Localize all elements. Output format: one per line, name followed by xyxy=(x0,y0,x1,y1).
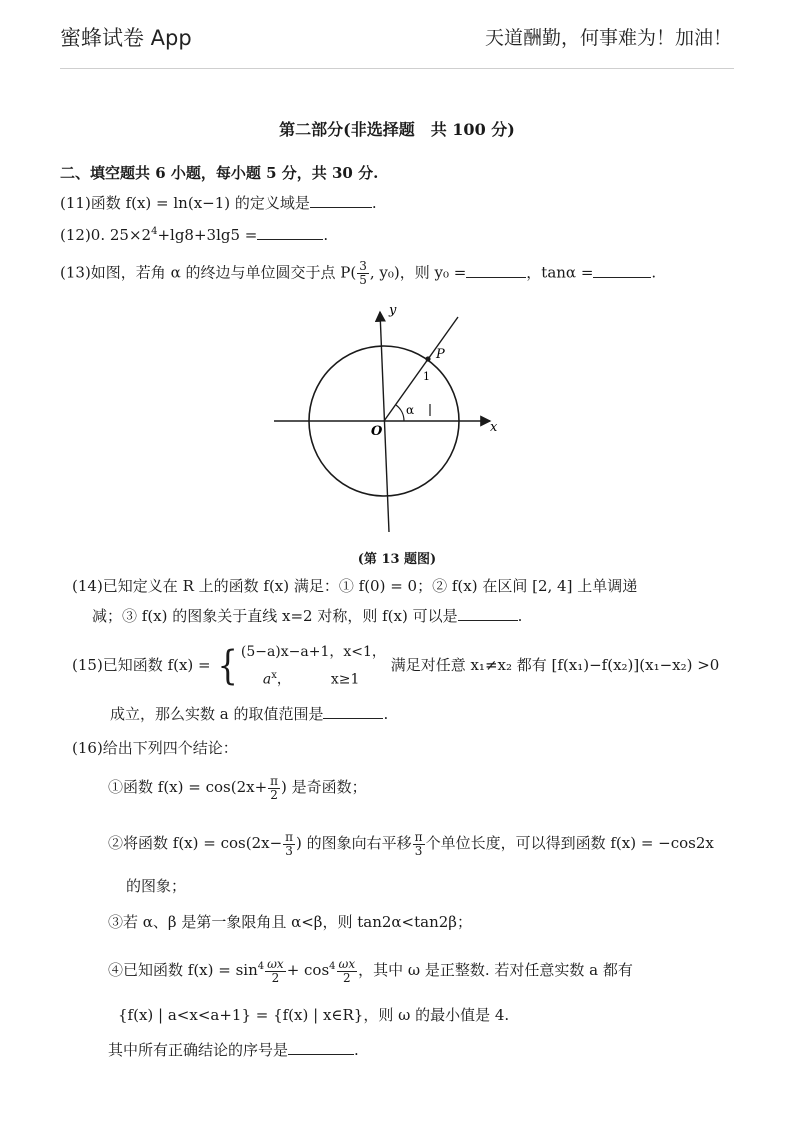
answer-blank xyxy=(466,263,526,278)
question-11: (11)函数 f(x) = ln(x−1) 的定义域是 . xyxy=(60,194,377,212)
y-axis-label: y xyxy=(389,303,397,318)
figure-caption: (第 13 题图) xyxy=(357,552,437,567)
statement-2-line-2: 的图象； xyxy=(126,877,187,895)
question-14: (14)已知定义在 R 上的函数 f(x) 满足：① f(0) = 0；② f(x) 在区间 [2, 4] 上单调递 xyxy=(72,577,638,595)
piecewise-brace: { xyxy=(217,643,239,689)
answer-blank xyxy=(310,193,372,208)
fraction: $\frac{3}{5}$ xyxy=(359,259,367,287)
question-number: (15) xyxy=(72,656,103,674)
app-name: 蜜蜂试卷 App xyxy=(60,26,192,50)
point-p-label: P xyxy=(436,347,445,362)
origin-label: O xyxy=(371,424,383,439)
question-14-line-2: 减；③ f(x) 的图象关于直线 x=2 对称，则 f(x) 可以是 . xyxy=(92,607,523,625)
question-13: (13)如图，若角 α 的终边与单位圆交于点 P( $\frac{3}{5}$ , y₀)，则 y₀ = ，tanα = . xyxy=(60,259,657,287)
statement-2: ②将函数 f(x) = cos(2x− $\frac{\pi}{3}$ ) 的图象向右平移 $\frac{\pi}{3}$ 个单位长度，可以得到函数 f(x) = −cos2x xyxy=(108,829,714,858)
question-number: (11) xyxy=(60,194,91,212)
question-15-line-2: 成立，那么实数 a 的取值范围是 . xyxy=(110,705,389,723)
conclusion-line: 其中所有正确结论的序号是 . xyxy=(108,1041,359,1059)
angle-label: α xyxy=(406,403,415,417)
question-number: (14) xyxy=(72,577,103,595)
answer-blank xyxy=(458,606,518,621)
question-12: (12)0. $25\times 2^4+\lg 8+3\lg 5$ = . xyxy=(60,226,329,244)
radius-label: 1 xyxy=(423,370,430,383)
question-number: (13) xyxy=(60,263,91,282)
statement-3: ③若 α、β 是第一象限角且 α<β，则 tan2α<tan2β； xyxy=(108,913,472,931)
question-15: (15)已知函数 f(x) = { (5−a)x−a+1，x<1， $a^x$， x≥1 满足对任意 x₁≠x₂ 都有 [f(x₁)−f(x₂)](x₁−x₂) >0 xyxy=(72,640,719,692)
answer-blank xyxy=(257,225,323,240)
statement-1: ①函数 f(x) = cos(2x+ $\frac{\pi}{2}$ ) 是奇函数； xyxy=(108,773,367,802)
answer-blank xyxy=(323,704,383,719)
question-number: (16) xyxy=(72,739,103,757)
piecewise-cases: (5−a)x−a+1，x<1， $a^x$， x≥1 xyxy=(240,644,386,688)
question-number: (12) xyxy=(60,226,91,244)
statement-4-line-2: {f(x) | a<x<a+1} = {f(x) | x∈R}，则 ω 的最小值是 4. xyxy=(118,1006,510,1024)
unit-circle-figure xyxy=(0,300,794,560)
question-text: 函数 f(x) = ln(x−1) 的定义域是 xyxy=(90,194,310,212)
part-title: 第二部分(非选择题 共 100 分) xyxy=(279,120,515,139)
header-divider xyxy=(60,68,734,69)
angle-arc xyxy=(396,405,404,421)
motto: 天道酬勤，何事难为！加油！ xyxy=(484,27,732,49)
answer-blank xyxy=(288,1040,354,1055)
statement-4: ④已知函数 $f(x) = \sin^4$ $\frac{\omega x}{2}$ + $\cos^4$ $\frac{\omega x}{2}$ ，其中 ω 是正整数. 若对任意实数 a 都有 xyxy=(108,956,633,985)
question-16: (16)给出下列四个结论： xyxy=(72,739,238,757)
y-axis xyxy=(380,312,389,532)
x-axis-label: x xyxy=(490,420,498,435)
point-p xyxy=(425,356,430,361)
section-heading: 二、填空题共 6 小题，每小题 5 分，共 30 分. xyxy=(60,164,379,182)
terminal-ray xyxy=(384,317,458,421)
answer-blank xyxy=(593,263,651,278)
